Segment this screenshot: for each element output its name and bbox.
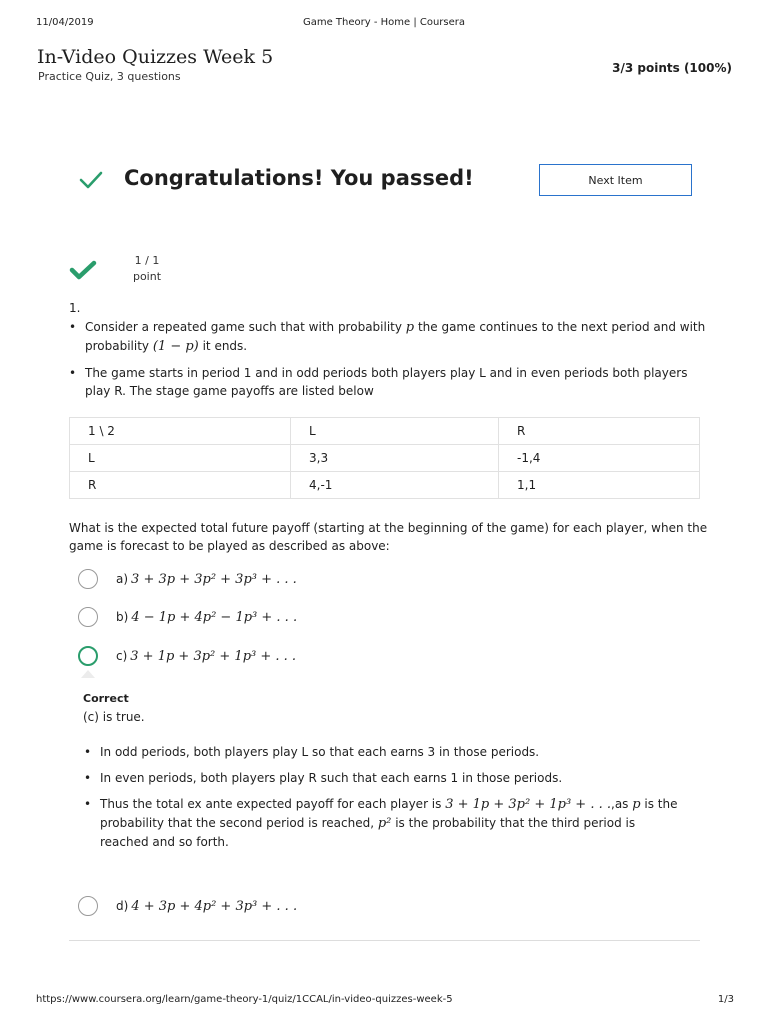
pass-message: Congratulations! You passed! [124,166,474,190]
radio-button[interactable] [78,607,98,627]
option-label: d) [116,899,129,913]
print-page-title: Game Theory - Home | Coursera [302,17,466,28]
table-header-row [70,418,700,445]
option-b[interactable] [78,607,297,627]
math-one-minus-p: (1 − p) [152,339,199,354]
bullet-text: the game continues to the next period and with [417,320,706,334]
option-label: c) [116,649,128,663]
bullet-text: probability that the second period is reached, [100,816,375,830]
bullet-dot: • [84,745,92,759]
next-item-button[interactable]: Next Item [539,164,692,196]
print-page-number: 1/3 [717,994,734,1005]
table-cell: L [291,418,499,445]
bullet-dot: • [84,797,92,811]
bullet-text: probability [85,339,150,353]
bullet-text: play R. The stage game payoffs are listed below [85,384,374,398]
bullet-text: Thus the total ex ante expected payoff for each player is [100,797,442,811]
table-cell: 4,-1 [291,472,499,499]
bullet-dot: • [69,320,77,334]
bullet-dot: • [84,771,92,785]
section-divider [69,940,700,941]
option-math: 4 − 1p + 4p² − 1p³ + . . . [131,609,298,625]
option-math: 3 + 3p + 3p² + 3p³ + . . . [131,571,297,587]
prompt-text: What is the expected total future payoff (starting at the beginning of the game) for each player, when the [69,521,708,535]
option-label: a) [116,572,129,586]
table-cell: R [70,472,291,499]
bullet-text: In odd periods, both players play L so that each earns 3 in those periods. [100,745,540,759]
table-row [70,445,700,472]
question-number: 1. [69,301,81,315]
bullet-text: is the probability that the third period is [395,816,636,830]
table-cell: L [70,445,291,472]
table-cell: 1 \ 2 [70,418,291,445]
bullet-text: In even periods, both players play R such that each earns 1 in those periods. [100,771,563,785]
table-cell: 3,3 [291,445,499,472]
math-series: 3 + 1p + 3p² + 1p³ + . . . [445,797,611,812]
page-title: In-Video Quizzes Week 5 [37,46,274,68]
bullet-text: it ends. [202,339,248,353]
table-row [70,472,700,499]
feedback-bullet-2 [84,769,704,787]
check-icon [78,168,104,192]
bullet-text: is the [644,797,678,811]
bullet-text: ,as [611,797,629,811]
math-p: p [405,320,415,335]
prompt-text: game is forecast to be played as described as above: [69,539,390,553]
points-unit: point [132,270,162,283]
question-bullet-2 [69,364,709,400]
points-value: 1 / 1 [134,254,160,267]
payoff-table [69,417,700,499]
feedback-heading: Correct [83,692,129,705]
option-label: b) [116,610,129,624]
quiz-subtitle: Practice Quiz, 3 questions [38,70,181,83]
question-points [122,253,172,285]
option-math: 3 + 1p + 3p² + 1p³ + . . . [130,648,297,664]
feedback-bullet-3 [84,795,704,851]
print-url: https://www.coursera.org/learn/game-theory-1/quiz/1CCAL/in-video-quizzes-week-5 [36,994,453,1005]
feedback-verdict: (c) is true. [83,710,145,724]
bullet-dot: • [69,366,77,380]
bullet-text: Consider a repeated game such that with probability [85,320,402,334]
math-p-squared: p² [377,816,392,831]
radio-button[interactable] [78,569,98,589]
table-cell: 1,1 [499,472,700,499]
radio-button[interactable] [78,896,98,916]
question-bullet-1 [69,318,709,356]
question-prompt [69,519,709,555]
feedback-caret [81,670,95,678]
option-a[interactable] [78,569,297,589]
option-c[interactable] [78,646,296,666]
quiz-score: 3/3 points (100%) [612,61,732,75]
option-d[interactable] [78,896,297,916]
feedback-bullet-1 [84,743,704,761]
math-p: p [632,797,641,812]
table-cell: -1,4 [499,445,700,472]
bullet-text: reached and so forth. [100,835,229,849]
radio-button-correct[interactable] [78,646,98,666]
table-cell: R [499,418,700,445]
option-math: 4 + 3p + 4p² + 3p³ + . . . [131,898,298,914]
print-date: 11/04/2019 [36,17,94,28]
bullet-text: The game starts in period 1 and in odd periods both players play L and in even periods both players [85,366,688,380]
question-correct-icon [68,257,98,283]
